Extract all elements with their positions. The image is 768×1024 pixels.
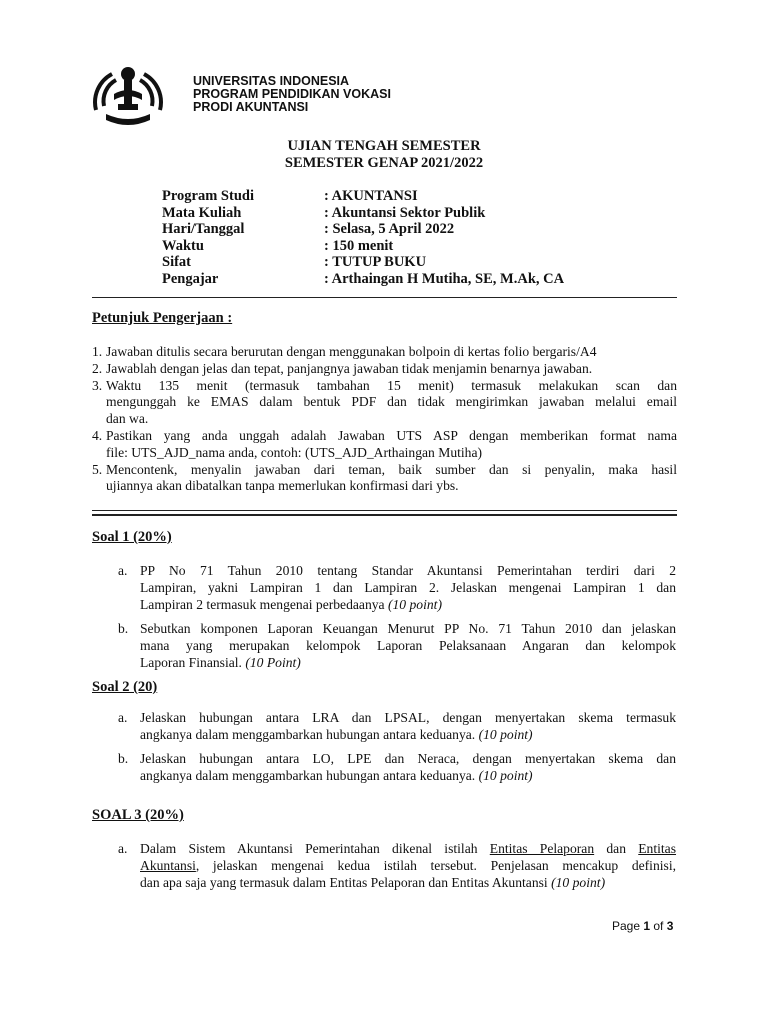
info-row [162,221,662,238]
item-text: Jelaskan hubungan antara LO, LPE dan Neraca, dengan menyertakan skema dan [140,751,676,766]
item-text: , jelaskan mengenai kedua istilah tersebut. Penjelasan mencakup definisi, [195,857,676,873]
info-label: Mata Kuliah [162,204,242,221]
page-word: Page [612,919,644,933]
item-text-line [140,858,676,875]
instruction-text: mengunggah ke EMAS dalam bentuk PDF dan tidak mengirimkan jawaban melalui email [106,394,677,410]
info-value: : AKUNTANSI [324,188,418,204]
institution-line: UNIVERSITAS INDONESIA [193,74,350,88]
item-label: a. [118,563,128,578]
item-text: Lampiran 2 termasuk mengenai perbedaanya [140,596,388,612]
question-2b [118,751,676,785]
instruction-number: 3. [92,377,103,393]
info-label: Hari/Tanggal [162,221,245,237]
item-text-last [140,768,676,785]
divider [92,297,677,298]
info-label: Pengajar [162,270,219,287]
term-akuntansi: Akuntansi [140,857,196,873]
item-text: Lampiran, yakni Lampiran 1 dan Lampiran 2. Jelaskan mengenai Lampiran 1 dan [140,579,676,595]
exam-title: UJIAN TENGAH SEMESTER [287,138,481,154]
info-label: Sifat [162,254,191,270]
instruction-item [92,428,677,462]
item-label: a. [118,841,128,856]
info-value: : Selasa, 5 April 2022 [324,221,455,237]
term-entitas-pelaporan: Entitas Pelaporan [489,841,595,856]
item-label: a. [118,710,128,725]
total-pages: 3 [666,919,674,933]
instruction-text: Waktu 135 menit (termasuk tambahan 15 menit) termasuk melakukan scan dan [106,377,677,393]
question-2a [118,710,676,744]
item-text: Laporan Finansial. [140,654,246,670]
institution-line: PROGRAM PENDIDIKAN VOKASI [193,87,391,101]
item-text-last [140,875,676,892]
term-entitas: Entitas [638,841,677,856]
info-value: : TUTUP BUKU [324,254,427,270]
item-text: angkanya dalam menggambarkan hubungan antara keduanya. [140,767,479,783]
item-text: Sebutkan komponen Laporan Keuangan Menurut PP No. 71 Tahun 2010 dan jelaskan [140,621,676,636]
instruction-number: 4. [92,427,103,443]
info-value: : 150 menit [324,237,394,254]
institution-line: PRODI AKUNTANSI [193,100,309,114]
instruction-item [92,378,677,428]
info-row [162,254,662,271]
instruction-number: 1. [92,344,103,359]
instruction-text: Pastikan yang anda unggah adalah Jawaban UTS ASP dengan memberikan format nama [106,427,677,443]
instruction-item [92,344,677,361]
item-text-last [140,655,676,672]
divider [92,510,677,511]
info-value: : Akuntansi Sektor Publik [324,204,486,221]
info-row [162,271,662,288]
point-value: (10 point) [478,767,533,783]
divider [92,514,677,516]
instruction-item [92,361,677,378]
info-value: : Arthaingan H Mutiha, SE, M.Ak, CA [324,270,565,287]
point-value: (10 point) [387,596,442,612]
item-text: dan apa saja yang termasuk dalam Entitas Pelaporan dan Entitas Akuntansi [140,874,552,890]
instruction-text: ujiannya akan dibatalkan tanpa memerlukan konfirmasi dari ybs. [106,478,459,494]
item-label: b. [118,621,129,636]
item-text-last [140,727,676,744]
info-row [162,205,662,222]
institution-name [193,75,391,114]
instruction-text: Jawablah dengan jelas dan tepat, panjangnya jawaban tidak menjamin benarnya jawaban. [106,360,593,376]
of-word: of [650,919,667,933]
instruction-text: Jawaban ditulis secara berurutan dengan menggunakan bolpoin di kertas folio bergaris/A4 [106,344,597,359]
info-row [162,188,662,205]
item-text-last [140,597,676,614]
instructions-heading: Petunjuk Pengerjaan : [92,310,233,326]
point-value: (10 Point) [245,654,301,670]
item-text: dan [594,841,639,856]
instruction-text: file: UTS_AJD_nama anda, contoh: (UTS_AJD_Arthaingan Mutiha) [106,444,483,460]
instruction-text: dan wa. [106,411,149,427]
item-text-line [140,841,676,858]
question-1a [118,563,676,613]
item-label: b. [118,751,129,766]
exam-info [162,188,662,287]
item-text: angkanya dalam menggambarkan hubungan antara keduanya. [140,726,479,742]
item-text: Dalam Sistem Akuntansi Pemerintahan dikenal istilah [140,841,490,856]
point-value: (10 point) [551,874,606,890]
instructions-list [92,344,677,495]
point-value: (10 point) [478,726,533,742]
info-row [162,238,662,255]
question-3a [118,841,676,891]
instruction-number: 2. [92,360,103,376]
exam-semester: SEMESTER GENAP 2021/2022 [284,155,484,171]
question-3-heading: SOAL 3 (20%) [92,807,184,823]
page-number [612,919,673,933]
instruction-item [92,462,677,496]
item-text: PP No 71 Tahun 2010 tentang Standar Akuntansi Pemerintahan terdiri dari 2 [140,563,676,578]
instruction-text: Mencontenk, menyalin jawaban dari teman, baik sumber dan si penyalin, maka hasil [106,461,677,477]
info-label: Program Studi [162,188,254,204]
question-1b [118,621,676,671]
item-text: mana yang merupakan kelompok Laporan Pelaksanaan Angaran dan kelompok [140,637,676,653]
university-logo [92,64,164,128]
instruction-number: 5. [92,461,103,477]
item-text: Jelaskan hubungan antara LRA dan LPSAL, dengan menyertakan skema termasuk [140,710,676,725]
current-page: 1 [643,919,651,933]
info-label: Waktu [162,237,204,254]
question-1-heading: Soal 1 (20%) [92,529,172,545]
question-2-heading: Soal 2 (20) [92,679,158,695]
